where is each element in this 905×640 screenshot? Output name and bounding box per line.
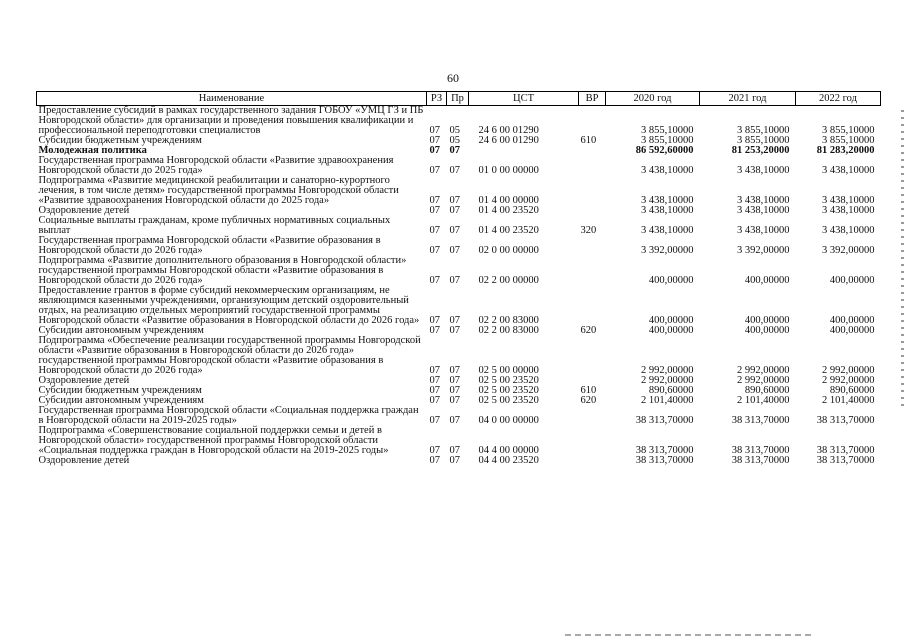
cell-y2022: 3 438,10000	[822, 205, 875, 216]
cell-y2020: 890,60000	[648, 385, 694, 396]
cell-y2022: 3 438,10000	[822, 225, 875, 236]
cell-y2021: 38 313,70000	[731, 455, 790, 466]
cell-y2020: 400,00000	[648, 325, 694, 336]
cell-vr: 620	[580, 395, 597, 406]
cell-name: Оздоровление детей	[38, 375, 130, 386]
cell-name: Субсидии автономным учреждениям	[38, 395, 204, 406]
cell-pr: 07	[449, 365, 460, 376]
cell-cst: 02 2 00 83000	[478, 325, 539, 336]
cell-rz: 07	[429, 315, 440, 326]
cell-vr	[579, 176, 606, 206]
cell-pr: 07	[449, 385, 460, 396]
cell-y2022: 38 313,70000	[816, 415, 875, 426]
cell-y2020: 400,00000	[648, 315, 694, 326]
cell-rz: 07	[429, 395, 440, 406]
table-row	[37, 406, 881, 426]
cell-pr: 07	[449, 375, 460, 386]
cell-cst: 02 2 00 83000	[478, 315, 539, 326]
table-body	[37, 106, 881, 467]
cell-y2022: 38 313,70000	[816, 445, 875, 456]
cell-cst: 02 5 00 23520	[478, 375, 539, 386]
cell-rz: 07	[429, 385, 440, 396]
cell-pr: 07	[449, 395, 460, 406]
cell-y2022: 400,00000	[829, 325, 875, 336]
cell-rz: 07	[429, 455, 440, 466]
cell-name: Государственная программа Новгородской области «Развитие образования в Новгородской области до 2026 года»	[38, 235, 381, 256]
cell-name: Подпрограмма «Развитие дополнительного образования в Новгородской области» государственной программы Новгородской области «Развитие образования в Новгородской области до 2026 года»	[38, 255, 407, 286]
cell-vr: 620	[580, 325, 597, 336]
cell-y2022: 3 438,10000	[822, 195, 875, 206]
cell-y2022: 3 855,10000	[822, 125, 875, 136]
cell-vr: 610	[580, 135, 597, 146]
cell-vr	[579, 146, 606, 156]
cell-cst: 04 4 00 23520	[478, 455, 539, 466]
cell-cst: 24 6 00 01290	[478, 135, 539, 146]
cell-y2022: 2 992,00000	[822, 375, 875, 386]
header-cst: ЦСТ	[469, 92, 579, 106]
cell-y2022: 890,60000	[829, 385, 875, 396]
cell-cst: 02 2 00 00000	[478, 275, 539, 286]
cell-y2021: 38 313,70000	[731, 415, 790, 426]
cell-y2022: 400,00000	[829, 315, 875, 326]
cell-y2021: 3 438,10000	[737, 205, 790, 216]
cell-pr: 07	[449, 245, 460, 256]
cell-name: Предоставление грантов в форме субсидий некоммерческим организациям, не являющимся казенными учреждениями, организующим детский оздоровительный отдых, на реализацию отдельных мероприятий государственной программы Новгородской области «Развитие образования в Новгородской области до 2026 года»	[38, 285, 420, 326]
cell-pr: 07	[449, 165, 460, 176]
header-vr: ВР	[579, 92, 606, 106]
page-number: 60	[447, 71, 459, 85]
table-row	[37, 236, 881, 256]
cell-vr	[579, 286, 606, 326]
cell-rz: 07	[429, 275, 440, 286]
header-rz: РЗ	[427, 92, 447, 106]
cell-cst: 04 4 00 00000	[478, 445, 539, 456]
cell-y2020: 2 992,00000	[641, 365, 694, 376]
cell-rz: 07	[429, 375, 440, 386]
cell-y2020: 3 438,10000	[641, 195, 694, 206]
cell-vr	[579, 236, 606, 256]
cell-pr: 07	[449, 445, 460, 456]
table-row	[37, 176, 881, 206]
cell-pr: 05	[449, 125, 460, 136]
cell-pr: 07	[449, 145, 460, 156]
cell-pr: 05	[449, 135, 460, 146]
cell-cst: 02 5 00 23520	[478, 395, 539, 406]
table-row	[37, 286, 881, 326]
cell-rz: 07	[429, 195, 440, 206]
cell-rz: 07	[429, 325, 440, 336]
cell-y2021: 2 992,00000	[737, 365, 790, 376]
cell-vr	[579, 336, 606, 376]
cell-y2022: 38 313,70000	[816, 455, 875, 466]
cell-cst: 02 5 00 00000	[478, 365, 539, 376]
cell-pr: 07	[449, 455, 460, 466]
cell-y2021: 890,60000	[744, 385, 790, 396]
cell-name: Подпрограмма «Совершенствование социальной поддержки семьи и детей в Новгородской области» государственной программы Новгородской области «Социальная поддержка граждан в Новгородской области на 2019-2025 годы»	[38, 425, 389, 456]
cell-rz: 07	[429, 445, 440, 456]
cell-pr: 07	[449, 205, 460, 216]
header-2022: 2022 год	[796, 92, 881, 106]
cell-rz: 07	[429, 145, 440, 156]
cell-cst: 01 4 00 00000	[478, 195, 539, 206]
header-2020: 2020 год	[606, 92, 700, 106]
cell-y2022: 3 855,10000	[822, 135, 875, 146]
cell-name: Субсидии бюджетным учреждениям	[38, 135, 202, 146]
cell-y2020: 3 438,10000	[641, 225, 694, 236]
cell-rz: 07	[429, 415, 440, 426]
budget-table	[36, 91, 881, 466]
cell-y2021: 400,00000	[744, 275, 790, 286]
cell-vr	[579, 256, 606, 286]
cell-cst: 01 0 00 00000	[478, 165, 539, 176]
header-2021: 2021 год	[700, 92, 796, 106]
cell-y2021: 81 253,20000	[731, 145, 790, 156]
table-row	[37, 456, 881, 466]
cell-y2022: 400,00000	[829, 275, 875, 286]
cell-y2021: 400,00000	[744, 315, 790, 326]
cell-y2020: 3 438,10000	[641, 165, 694, 176]
scan-margin-marks	[901, 110, 904, 410]
cell-cst: 02 0 00 00000	[478, 245, 539, 256]
cell-y2022: 2 992,00000	[822, 365, 875, 376]
cell-cst: 04 0 00 00000	[478, 415, 539, 426]
cell-pr: 07	[449, 225, 460, 236]
cell-rz: 07	[429, 225, 440, 236]
cell-name: Оздоровление детей	[38, 205, 130, 216]
table-row	[37, 216, 881, 236]
cell-y2020: 3 392,00000	[641, 245, 694, 256]
cell-vr: 320	[580, 225, 597, 236]
cell-y2021: 3 438,10000	[737, 165, 790, 176]
table-row	[37, 106, 881, 137]
cell-y2020: 3 438,10000	[641, 205, 694, 216]
cell-y2021: 2 992,00000	[737, 375, 790, 386]
header-pr: Пр	[447, 92, 469, 106]
cell-name: Государственная программа Новгородской области «Социальная поддержка граждан в Новгородской области на 2019-2025 годы»	[38, 405, 419, 426]
cell-name: Субсидии бюджетным учреждениям	[38, 385, 202, 396]
cell-rz: 07	[429, 165, 440, 176]
cell-y2020: 38 313,70000	[635, 415, 694, 426]
cell-vr	[579, 206, 606, 216]
cell-vr	[579, 456, 606, 466]
cell-y2022: 2 101,40000	[822, 395, 875, 406]
cell-y2022: 3 392,00000	[822, 245, 875, 256]
cell-pr: 07	[449, 325, 460, 336]
table-row	[37, 256, 881, 286]
cell-y2021: 38 313,70000	[731, 445, 790, 456]
cell-vr	[579, 406, 606, 426]
cell-rz: 07	[429, 135, 440, 146]
cell-y2021: 3 855,10000	[737, 135, 790, 146]
cell-name: Субсидии автономным учреждениям	[38, 325, 204, 336]
cell-y2021: 3 855,10000	[737, 125, 790, 136]
cell-cst	[469, 146, 579, 156]
cell-pr: 07	[449, 275, 460, 286]
table-row	[37, 426, 881, 456]
cell-vr: 610	[580, 385, 597, 396]
cell-rz: 07	[429, 125, 440, 136]
header-name: Наименование	[37, 92, 427, 106]
cell-vr	[579, 106, 606, 137]
cell-y2020: 2 101,40000	[641, 395, 694, 406]
cell-pr: 07	[449, 315, 460, 326]
cell-y2021: 3 392,00000	[737, 245, 790, 256]
table-row	[37, 336, 881, 376]
cell-y2020: 3 855,10000	[641, 135, 694, 146]
cell-y2021: 2 101,40000	[737, 395, 790, 406]
cell-rz: 07	[429, 245, 440, 256]
cell-y2020: 86 592,60000	[635, 145, 694, 156]
cell-name: Оздоровление детей	[38, 455, 130, 466]
cell-y2020: 2 992,00000	[641, 375, 694, 386]
table-header-row	[37, 92, 881, 106]
cell-y2022: 81 283,20000	[816, 145, 875, 156]
cell-name: Молодежная политика	[38, 145, 147, 156]
cell-y2020: 400,00000	[648, 275, 694, 286]
cell-cst: 24 6 00 01290	[478, 125, 539, 136]
cell-y2020: 38 313,70000	[635, 455, 694, 466]
cell-vr	[579, 426, 606, 456]
cell-pr: 07	[449, 195, 460, 206]
cell-y2022: 3 438,10000	[822, 165, 875, 176]
cell-y2020: 3 855,10000	[641, 125, 694, 136]
cell-name: Государственная программа Новгородской области «Развитие здравоохранения Новгородской области до 2025 года»	[38, 155, 394, 176]
cell-rz: 07	[429, 365, 440, 376]
cell-pr: 07	[449, 415, 460, 426]
cell-cst: 01 4 00 23520	[478, 225, 539, 236]
cell-vr	[579, 156, 606, 176]
cell-name: Предоставление субсидий в рамках государственного задания ГОБОУ «УМЦ ГЗ и ПБ Новгородской области» для организации и проведения повышения квалификации и профессиональной переподготовки специалистов	[38, 105, 424, 136]
cell-y2021: 400,00000	[744, 325, 790, 336]
cell-rz: 07	[429, 205, 440, 216]
cell-y2021: 3 438,10000	[737, 195, 790, 206]
cell-name: Подпрограмма «Развитие медицинской реабилитации и санаторно-курортного лечения, в том числе детям» государственной программы Новгородской области «Развитие здравоохранения Новгородской области до 2025 года»	[38, 175, 399, 206]
scan-bottom-marks	[565, 634, 815, 636]
table-row	[37, 156, 881, 176]
cell-name: Подпрограмма «Обеспечение реализации государственной программы Новгородской области «Развитие образования в Новгородской области до 2026 года» государственной программы Новгородской области «Развитие образования в Новгородской области до 2026 года»	[38, 335, 421, 376]
cell-y2020: 38 313,70000	[635, 445, 694, 456]
cell-name: Социальные выплаты гражданам, кроме публичных нормативных социальных выплат	[38, 215, 391, 236]
cell-cst: 02 5 00 23520	[478, 385, 539, 396]
cell-y2021: 3 438,10000	[737, 225, 790, 236]
cell-cst: 01 4 00 23520	[478, 205, 539, 216]
